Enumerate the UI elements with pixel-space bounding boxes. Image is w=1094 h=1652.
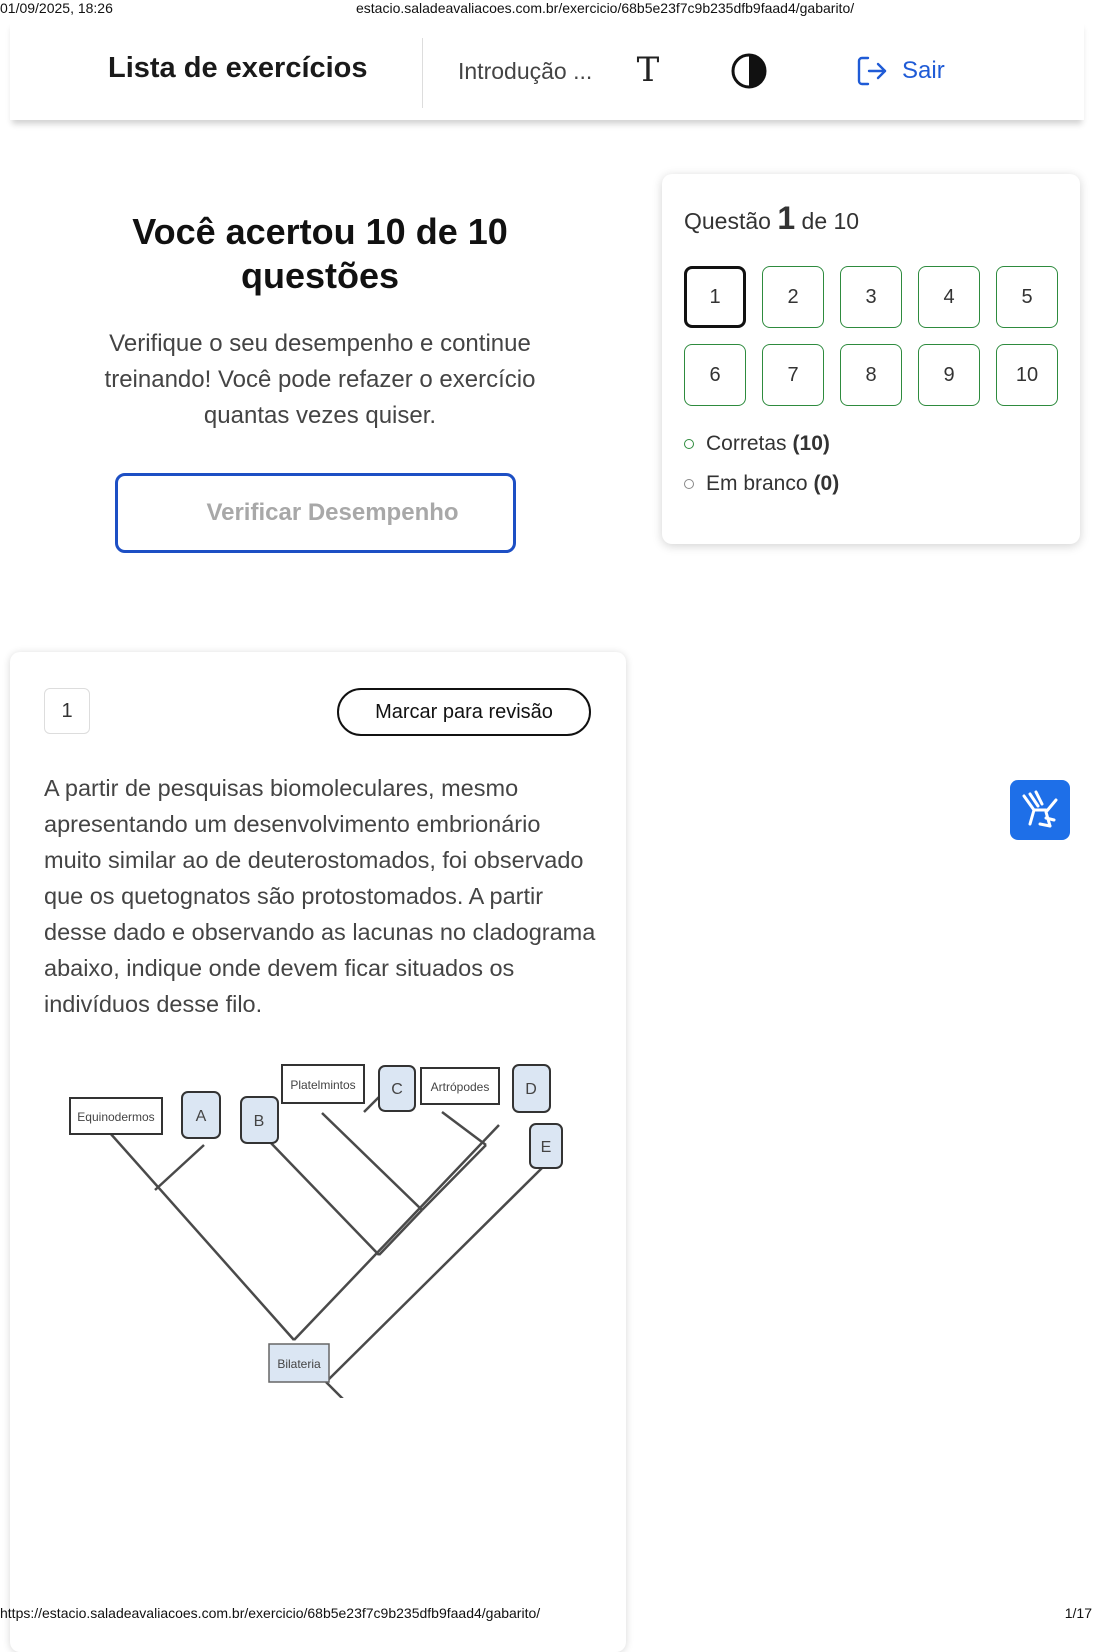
logout-label: Sair xyxy=(902,57,945,84)
label-e xyxy=(530,1124,562,1168)
verify-performance-button[interactable]: Verificar Desempenho xyxy=(115,473,516,553)
print-page-number: 1/17 xyxy=(1064,1605,1092,1621)
question-button-6[interactable]: 6 xyxy=(684,344,746,406)
question-button-3[interactable]: 3 xyxy=(840,266,902,328)
sign-language-button[interactable] xyxy=(1010,780,1070,840)
font-size-icon[interactable]: T xyxy=(636,50,660,90)
question-button-8[interactable]: 8 xyxy=(840,344,902,406)
question-counter-suffix: de 10 xyxy=(801,208,860,234)
svg-text:Platelmintos: Platelmintos xyxy=(290,1078,356,1092)
result-summary xyxy=(60,210,580,434)
print-header xyxy=(0,0,1094,18)
page-title: Lista de exercícios xyxy=(108,52,368,84)
legend-blank xyxy=(684,472,839,496)
question-button-grid xyxy=(684,266,1064,406)
question-button-7[interactable]: 7 xyxy=(762,344,824,406)
header-divider xyxy=(422,38,423,108)
legend-blank-label: Em branco xyxy=(706,472,808,495)
legend-correct-count: (10) xyxy=(792,432,830,455)
correct-dot-icon xyxy=(684,439,694,449)
question-card xyxy=(10,652,626,1652)
label-a xyxy=(182,1092,220,1138)
svg-text:Equinodermos: Equinodermos xyxy=(77,1110,155,1124)
cladogram-image xyxy=(54,1058,574,1398)
print-datetime: 01/09/2025, 18:26 xyxy=(0,0,113,16)
contrast-icon[interactable] xyxy=(730,52,768,90)
svg-text:D: D xyxy=(525,1081,537,1098)
legend-correct-label: Corretas xyxy=(706,432,787,455)
question-navigator xyxy=(662,174,1080,544)
question-button-1[interactable]: 1 xyxy=(684,266,746,328)
question-number-badge: 1 xyxy=(44,688,90,734)
print-footer-url: https://estacio.saladeavaliacoes.com.br/exercicio/68b5e23f7c9b235dfb9faad4/gabarito/ xyxy=(0,1605,541,1621)
logout-button[interactable] xyxy=(856,52,945,90)
top-navigation-bar xyxy=(10,20,1084,120)
label-equinodermos xyxy=(70,1098,162,1134)
label-bilateria xyxy=(269,1344,329,1382)
course-name[interactable]: Introdução ... xyxy=(458,58,593,84)
result-message: Verifique o seu desempenho e continue treinando! Você pode refazer o exercício quantas vezes quiser. xyxy=(104,330,536,429)
svg-text:Artrópodes: Artrópodes xyxy=(430,1080,490,1094)
blank-dot-icon xyxy=(684,479,694,489)
result-title: Você acertou 10 de 10 questões xyxy=(132,211,508,296)
question-button-4[interactable]: 4 xyxy=(918,266,980,328)
label-d xyxy=(513,1065,550,1112)
print-footer xyxy=(0,1603,1094,1623)
question-counter-prefix: Questão xyxy=(684,208,771,234)
question-button-5[interactable]: 5 xyxy=(996,266,1058,328)
legend-blank-count: (0) xyxy=(813,472,840,495)
sign-language-icon xyxy=(1010,780,1070,840)
label-artropodes xyxy=(421,1068,499,1104)
mark-for-review-button[interactable]: Marcar para revisão xyxy=(337,688,591,736)
label-b xyxy=(241,1097,278,1143)
print-url: estacio.saladeavaliacoes.com.br/exercicio/68b5e23f7c9b235dfb9faad4/gabarito/ xyxy=(356,0,855,16)
question-counter-current: 1 xyxy=(777,200,796,236)
legend-correct xyxy=(684,432,830,456)
svg-text:C: C xyxy=(391,1081,403,1098)
svg-text:B: B xyxy=(253,1113,265,1130)
label-platelmintos xyxy=(282,1065,364,1103)
question-button-2[interactable]: 2 xyxy=(762,266,824,328)
question-counter xyxy=(684,200,859,237)
svg-text:Bilateria: Bilateria xyxy=(277,1357,321,1371)
svg-text:E: E xyxy=(540,1139,552,1156)
svg-text:A: A xyxy=(195,1108,207,1125)
label-c xyxy=(379,1066,415,1111)
logout-icon xyxy=(856,55,888,87)
question-button-10[interactable]: 10 xyxy=(996,344,1058,406)
question-text: A partir de pesquisas biomoleculares, mesmo apresentando um desenvolvimento embrionário muito similar ao de deuterostomados, foi observado que os quetognatos são protostomados. A partir desse dado e observando as lacunas no cladograma abaixo, indique onde devem ficar situados os indivíduos desse filo. xyxy=(44,775,596,1017)
question-button-9[interactable]: 9 xyxy=(918,344,980,406)
